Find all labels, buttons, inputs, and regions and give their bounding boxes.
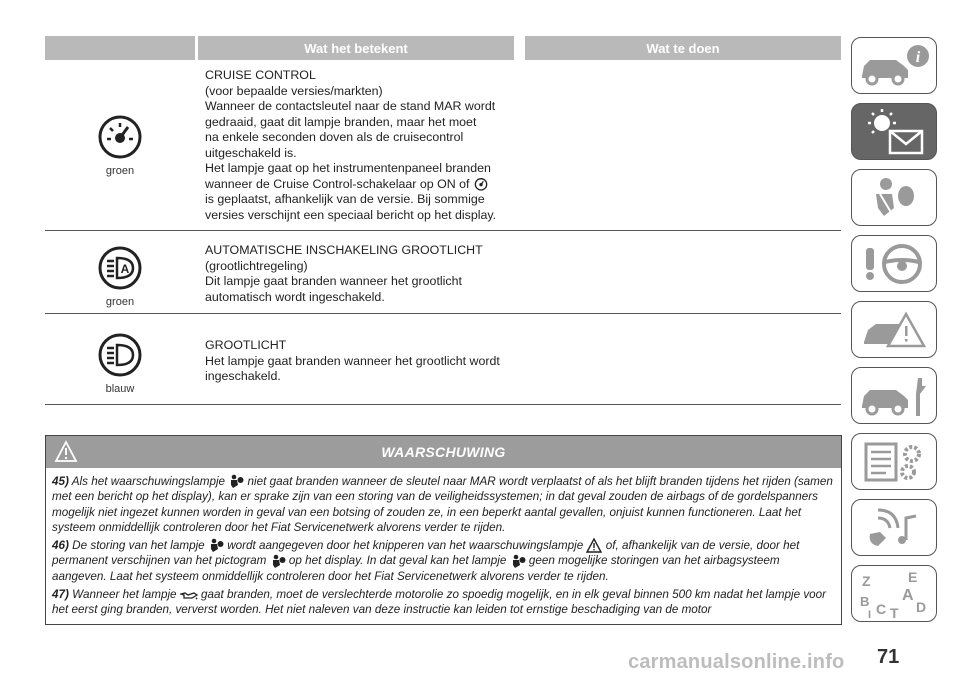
cruise-control-icon xyxy=(96,113,144,161)
safety-icon xyxy=(856,174,932,222)
warning-header xyxy=(46,436,841,468)
table-row xyxy=(45,60,841,231)
warning-title: WAARSCHUWING xyxy=(381,444,506,460)
meaning-cell xyxy=(195,60,535,230)
index-letter: D xyxy=(916,598,927,615)
table-row xyxy=(45,231,841,314)
color-label: groen xyxy=(105,296,135,308)
text-line: na enkele seconden doven als de cruisecontrol xyxy=(205,130,464,144)
technical-data-tab[interactable] xyxy=(851,433,937,490)
text-line: AUTOMATISCHE INSCHAKELING GROOTLICHT xyxy=(205,243,483,257)
warning-paragraph-45 xyxy=(52,474,835,535)
text-line: Dit lampje gaat branden wanneer het grootlicht xyxy=(205,274,462,288)
multimedia-icon xyxy=(856,504,932,552)
text-line: uitgeschakeld is. xyxy=(205,145,297,160)
meaning-cell xyxy=(195,231,535,313)
table-row xyxy=(45,314,841,405)
warning-body xyxy=(46,468,841,624)
multimedia-tab[interactable] xyxy=(851,499,937,556)
index-letter: I xyxy=(868,608,872,620)
header-meaning: Wat het betekent xyxy=(198,36,514,60)
airbag-icon xyxy=(510,554,526,569)
technical-data-icon xyxy=(856,438,932,486)
watermark: carmanualsonline.info xyxy=(628,651,845,673)
index-letter: T xyxy=(890,604,899,620)
svg-text:A: A xyxy=(120,262,130,276)
warning-light-table xyxy=(45,36,841,405)
warning-paragraph-47 xyxy=(52,587,835,617)
index-letter: Z xyxy=(862,572,871,589)
car-info-tab[interactable] xyxy=(851,37,937,94)
text-span: wanneer de Cruise Control-schakelaar op ON of xyxy=(205,176,470,191)
header-blank xyxy=(45,36,195,60)
text-span: niet gaat branden wanneer de sleutel naar MAR wordt verplaatst of als het blijft branden tijdens het rijden (samen met een bericht op het display), kan er sprake zijn van een storing van de veiligheidssystemen; in dat geval zouden de airbags of de gordelspanners mogelijk niet ingezet kunnen worden in geval van een botsing of zouden ze, in een beperkt aantal gevallen, onjuist kunnen functioneren. Laat het systeem onmiddellijk controleren door het Fiat Servicenetwerk alvorens verder te rijden. xyxy=(52,475,833,534)
icon-cell xyxy=(45,314,195,404)
emergency-tab[interactable] xyxy=(851,301,937,358)
maintenance-tab[interactable] xyxy=(851,367,937,424)
header-todo: Wat te doen xyxy=(525,36,841,60)
text-line: CRUISE CONTROL xyxy=(205,68,316,82)
text-span: gaat branden, moet de verslechterde motorolie zo spoedig mogelijk, en in elk geval binnen 500 km nadat het lampje voor het eerst ging branden, ververst worden. Het niet naleven van deze instructie kan leiden tot ernstige beschadiging van de motor xyxy=(52,588,827,617)
maintenance-icon xyxy=(856,372,932,420)
airbag-icon xyxy=(270,554,286,569)
text-line: ingeschakeld. xyxy=(205,369,281,383)
steering-wheel-icon xyxy=(856,240,932,288)
airbag-icon xyxy=(208,538,224,553)
cruise-control-inline-icon xyxy=(473,177,489,191)
warning-paragraph-46 xyxy=(52,538,835,584)
text-line: gedraaid, gaat dit lampje branden, maar het moet xyxy=(205,114,477,129)
text-line: (voor bepaalde versies/markten) xyxy=(205,83,383,98)
text-span: wordt aangegeven door het knipperen van het waarschuwingslampje xyxy=(227,539,584,553)
text-line: automatisch wordt ingeschakeld. xyxy=(205,289,385,304)
warning-lights-icon xyxy=(856,107,932,157)
text-line: (grootlichtregeling) xyxy=(205,258,308,273)
text-span: Als het waarschuwingslampje xyxy=(71,475,226,488)
icon-cell xyxy=(45,60,195,230)
text-line: is geplaatst, afhankelijk van de versie. Bij sommige xyxy=(205,192,485,206)
airbag-icon xyxy=(228,474,244,489)
color-label: blauw xyxy=(105,383,135,395)
text-line xyxy=(205,177,535,193)
emergency-icon xyxy=(856,306,932,354)
safety-tab[interactable] xyxy=(851,169,937,226)
note-number: 46) xyxy=(52,539,69,553)
index-letter: A xyxy=(902,586,914,604)
color-label: groen xyxy=(105,165,135,177)
note-number: 47) xyxy=(52,588,69,602)
svg-text:i: i xyxy=(915,48,921,66)
chapter-sidebar xyxy=(851,37,939,631)
auto-high-beam-icon xyxy=(96,244,144,292)
text-span: op het display. In dat geval kan het lampje xyxy=(288,554,507,568)
text-line: GROOTLICHT xyxy=(205,338,287,352)
page-number: 71 xyxy=(877,646,900,668)
index-tab[interactable] xyxy=(851,565,937,622)
text-line: versies verschijnt een speciaal bericht op het display. xyxy=(205,207,497,222)
note-number: 45) xyxy=(52,475,69,488)
icon-cell xyxy=(45,231,195,313)
warning-triangle-icon xyxy=(54,440,78,464)
warning-box xyxy=(45,435,842,625)
index-letter: C xyxy=(876,600,887,617)
index-letters-icon xyxy=(856,568,932,620)
text-line: Het lampje gaat op het instrumentenpaneel branden xyxy=(205,161,491,175)
starting-driving-tab[interactable] xyxy=(851,235,937,292)
text-line: Het lampje gaat branden wanneer het grootlicht wordt xyxy=(205,353,500,368)
car-info-icon xyxy=(856,42,932,90)
warning-lights-tab[interactable] xyxy=(851,103,937,160)
oil-can-icon xyxy=(180,590,198,600)
high-beam-icon xyxy=(96,331,144,379)
text-span: of, afhankelijk van de versie, door het permanent verschijnen van het pictogram xyxy=(52,539,800,568)
warning-triangle-icon xyxy=(586,538,602,553)
text-span: geen mogelijke storingen van het airbagsysteem aangeven. Laat het systeem onmiddellijk controleren door het Fiat Servicenetwerk alvorens verder te rijden. xyxy=(52,554,780,583)
text-span: De storing van het lampje xyxy=(72,539,205,553)
text-line: Wanneer de contactsleutel naar de stand MAR wordt xyxy=(205,99,496,113)
table-header xyxy=(45,36,841,60)
meaning-cell xyxy=(195,314,535,404)
index-letter: E xyxy=(908,568,918,585)
index-letter: B xyxy=(860,593,870,609)
text-span: Wanneer het lampje xyxy=(72,588,177,602)
